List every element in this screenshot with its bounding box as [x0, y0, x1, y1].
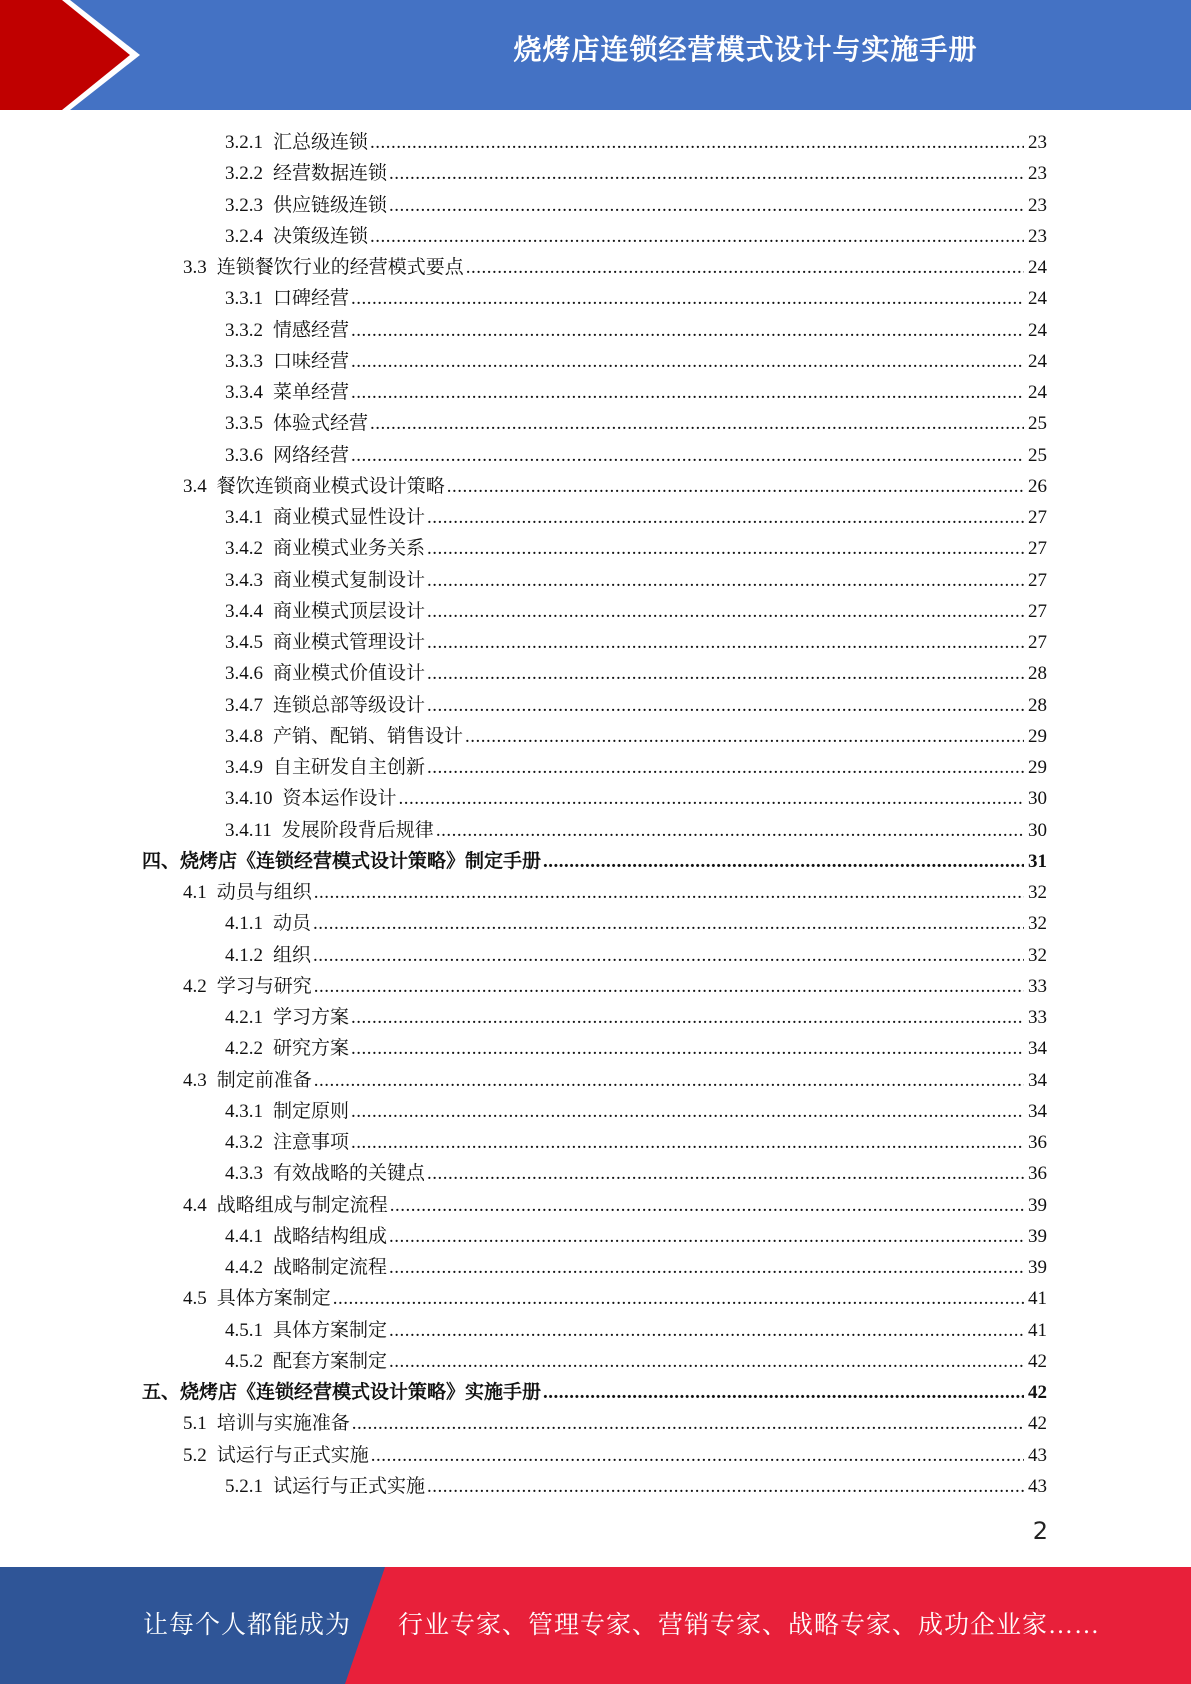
toc-dot-leader [389, 158, 1024, 189]
toc-entry-number: 3.4.4 [225, 600, 263, 622]
toc-entry-page: 33 [1028, 975, 1047, 997]
toc-entry-title: 供应链级连锁 [273, 194, 388, 216]
toc-entry-title: 试运行与正式实施 [216, 1444, 369, 1466]
toc-entry-title: 商业模式价值设计 [273, 663, 426, 685]
toc-entry-number: 3.4.11 [225, 819, 272, 841]
toc-entry-page: 27 [1028, 632, 1047, 653]
toc-entry-page: 23 [1028, 225, 1047, 247]
toc-entry-title: 四、烧烤店《连锁经营模式设计策略》制定手册 [142, 850, 542, 872]
toc-entry-page: 39 [1028, 1194, 1047, 1216]
toc-entry-page: 36 [1028, 1163, 1047, 1185]
toc-entry-number: 3.4.1 [225, 507, 263, 528]
toc-entry-title: 产销、配销、销售设计 [273, 725, 464, 747]
toc-dot-leader [351, 1096, 1024, 1127]
toc-entry-number: 3.3.3 [225, 350, 263, 372]
toc-entry-number: 4.1.1 [225, 913, 263, 935]
toc-entry[interactable] [142, 846, 1047, 877]
toc-entry-title: 商业模式显性设计 [273, 507, 426, 528]
toc-entry-title: 体验式经营 [273, 413, 369, 435]
toc-entry-title: 商业模式顶层设计 [273, 600, 426, 622]
toc-entry-number: 3.2.3 [225, 194, 263, 216]
toc-entry-title: 具体方案制定 [273, 1319, 388, 1341]
toc-entry-number: 3.3.6 [225, 444, 263, 466]
toc-entry-page: 24 [1028, 350, 1047, 372]
toc-entry-number: 3.3.1 [225, 288, 263, 310]
toc-entry-number: 4.2 [183, 975, 207, 997]
toc-dot-leader [399, 783, 1024, 814]
toc-entry-page: 23 [1028, 194, 1047, 216]
toc-entry-number: 4.3 [183, 1069, 207, 1091]
toc-entry-number: 4.2.2 [225, 1038, 263, 1060]
toc-entry-number: 4.1.2 [225, 944, 263, 966]
toc-dot-leader [351, 283, 1024, 314]
toc-entry-page: 23 [1028, 132, 1047, 153]
toc-dot-leader [427, 1158, 1024, 1189]
toc-entry-number: 3.3.5 [225, 413, 263, 435]
toc-entry-title: 连锁餐饮行业的经营模式要点 [216, 257, 464, 278]
toc-entry[interactable] [183, 1190, 1047, 1221]
toc-entry[interactable] [225, 1471, 1047, 1502]
toc-dot-leader [314, 1065, 1024, 1096]
toc-entry-title: 试运行与正式实施 [273, 1475, 426, 1497]
toc-entry-title: 动员 [273, 913, 312, 935]
toc-entry[interactable] [225, 346, 1047, 377]
toc-entry-title: 资本运作设计 [282, 788, 397, 810]
toc-entry[interactable] [225, 1252, 1047, 1283]
toc-entry-page: 32 [1028, 882, 1047, 903]
toc-dot-leader [351, 1002, 1024, 1033]
toc-entry[interactable] [225, 1096, 1047, 1127]
footer-slogan-left: 让每个人都能成为 [143, 1612, 352, 1639]
toc-dot-leader [427, 658, 1024, 689]
toc-dot-leader [351, 1033, 1024, 1064]
toc-entry-title: 决策级连锁 [273, 225, 369, 247]
toc-entry-page: 31 [1028, 850, 1047, 872]
toc-entry-number: 4.5.1 [225, 1319, 263, 1341]
toc-dot-leader [351, 1127, 1024, 1158]
toc-entry[interactable] [225, 940, 1047, 971]
toc-dot-leader [389, 190, 1024, 221]
toc-entry-number: 4.2.1 [225, 1007, 263, 1028]
toc-entry-page: 27 [1028, 538, 1047, 560]
toc-entry-number: 3.4.2 [225, 538, 263, 560]
toc-dot-leader [333, 1283, 1024, 1314]
toc-entry[interactable] [225, 1158, 1047, 1189]
toc-dot-leader [351, 315, 1024, 346]
toc-entry-title: 商业模式复制设计 [273, 569, 426, 591]
toc-entry-title: 汇总级连锁 [273, 132, 369, 153]
toc-entry-number: 5.1 [183, 1413, 207, 1435]
toc-entry-title: 连锁总部等级设计 [273, 694, 426, 716]
toc-entry-title: 配套方案制定 [273, 1350, 388, 1372]
toc-entry-page: 26 [1028, 475, 1047, 497]
toc-entry[interactable] [183, 1440, 1047, 1471]
toc-dot-leader [465, 721, 1024, 752]
toc-entry[interactable] [183, 971, 1047, 1002]
toc-entry-page: 27 [1028, 507, 1047, 528]
toc-entry-page: 39 [1028, 1257, 1047, 1278]
toc-entry[interactable] [225, 690, 1047, 721]
toc-entry-page: 39 [1028, 1225, 1047, 1247]
toc-entry-page: 34 [1028, 1069, 1047, 1091]
toc-entry[interactable] [225, 533, 1047, 564]
toc-entry[interactable] [225, 1002, 1047, 1033]
toc-dot-leader [427, 596, 1024, 627]
toc-entry[interactable] [183, 252, 1047, 283]
toc-entry-number: 3.4.8 [225, 725, 263, 747]
toc-entry[interactable] [183, 471, 1047, 502]
toc-entry-page: 36 [1028, 1132, 1047, 1153]
page-footer [0, 1567, 1191, 1684]
toc-entry-page: 41 [1028, 1319, 1047, 1341]
toc-entry[interactable] [225, 565, 1047, 596]
toc-entry-number: 4.4.2 [225, 1257, 263, 1278]
toc-entry[interactable] [225, 1346, 1047, 1377]
toc-dot-leader [352, 1408, 1024, 1439]
toc-entry-page: 24 [1028, 382, 1047, 403]
toc-entry-page: 42 [1028, 1413, 1047, 1435]
toc-entry[interactable] [225, 658, 1047, 689]
toc-entry[interactable] [142, 1377, 1047, 1408]
toc-entry-title: 口碑经营 [273, 288, 350, 310]
toc-entry-number: 4.4 [183, 1194, 207, 1216]
toc-dot-leader [466, 252, 1024, 283]
toc-entry-number: 4.3.2 [225, 1132, 263, 1153]
toc-entry-title: 战略结构组成 [273, 1225, 388, 1247]
toc-entry[interactable] [225, 221, 1047, 252]
toc-dot-leader [427, 1471, 1024, 1502]
page-number: 2 [1032, 1517, 1048, 1545]
toc-entry[interactable] [183, 1283, 1047, 1314]
toc-entry-title: 学习方案 [273, 1007, 350, 1028]
toc-entry[interactable] [225, 721, 1047, 752]
toc-entry[interactable] [225, 783, 1047, 814]
toc-entry-number: 3.4.5 [225, 632, 263, 653]
toc-dot-leader [427, 533, 1024, 564]
toc-entry-title: 商业模式管理设计 [273, 632, 426, 653]
toc-entry-page: 32 [1028, 944, 1047, 966]
toc-entry-title: 学习与研究 [216, 975, 312, 997]
toc-entry[interactable] [183, 1065, 1047, 1096]
toc-entry-page: 28 [1028, 663, 1047, 685]
toc-entry[interactable] [225, 158, 1047, 189]
toc-dot-leader [427, 502, 1024, 533]
toc-entry-title: 注意事项 [273, 1132, 350, 1153]
toc-entry-title: 培训与实施准备 [216, 1413, 350, 1435]
toc-entry-number: 3.2.4 [225, 225, 263, 247]
toc-entry-number: 3.3.4 [225, 382, 263, 403]
toc-entry[interactable] [225, 596, 1047, 627]
toc-dot-leader [371, 1440, 1024, 1471]
toc-entry-title: 制定原则 [273, 1100, 350, 1122]
footer-slogan-right: 行业专家、管理专家、营销专家、战略专家、成功企业家…… [398, 1612, 1101, 1639]
toc-entry-number: 3.4 [183, 475, 207, 497]
toc-entry-number: 5.2.1 [225, 1475, 263, 1497]
toc-entry-number: 3.2.1 [225, 132, 263, 153]
toc-entry-title: 研究方案 [273, 1038, 350, 1060]
toc-entry-number: 4.1 [183, 882, 207, 903]
toc-dot-leader [351, 377, 1024, 408]
toc-entry-number: 3.4.3 [225, 569, 263, 591]
toc-entry[interactable] [225, 627, 1047, 658]
toc-dot-leader [427, 565, 1024, 596]
toc-dot-leader [543, 846, 1024, 877]
toc-entry-number: 3.4.6 [225, 663, 263, 685]
toc-entry-title: 发展阶段背后规律 [281, 819, 434, 841]
toc-entry-page: 24 [1028, 257, 1047, 278]
toc-entry-page: 34 [1028, 1100, 1047, 1122]
header-title: 烧烤店连锁经营模式设计与实施手册 [513, 33, 978, 66]
toc-dot-leader [389, 1221, 1024, 1252]
toc-entry-page: 42 [1028, 1350, 1047, 1372]
toc-dot-leader [351, 440, 1024, 471]
toc-dot-leader [313, 908, 1024, 939]
toc-entry-page: 25 [1028, 413, 1047, 435]
toc-entry[interactable] [225, 752, 1047, 783]
toc-entry-title: 动员与组织 [216, 882, 312, 903]
toc-dot-leader [390, 1190, 1024, 1221]
toc-dot-leader [436, 815, 1024, 846]
toc-entry[interactable] [225, 127, 1047, 158]
toc-dot-leader [370, 127, 1024, 158]
toc-entry-number: 4.5 [183, 1288, 207, 1310]
toc-entry-page: 41 [1028, 1288, 1047, 1310]
toc-entry-page: 29 [1028, 757, 1047, 778]
toc-entry-number: 5.2 [183, 1444, 207, 1466]
toc-entry-number: 4.5.2 [225, 1350, 263, 1372]
toc-entry-page: 42 [1028, 1382, 1047, 1403]
toc-entry-title: 五、烧烤店《连锁经营模式设计策略》实施手册 [142, 1382, 542, 1403]
toc-entry[interactable] [225, 377, 1047, 408]
toc-entry-number: 3.4.7 [225, 694, 263, 716]
toc-dot-leader [427, 690, 1024, 721]
toc-entry-page: 30 [1028, 819, 1047, 841]
toc-entry[interactable] [225, 1315, 1047, 1346]
toc-entry-page: 34 [1028, 1038, 1047, 1060]
toc-entry[interactable] [225, 440, 1047, 471]
toc-entry-title: 战略制定流程 [273, 1257, 388, 1278]
toc-dot-leader [543, 1377, 1024, 1408]
toc-entry[interactable] [225, 815, 1047, 846]
toc-entry-page: 32 [1028, 913, 1047, 935]
toc-entry[interactable] [225, 1033, 1047, 1064]
toc-entry-number: 3.3 [183, 257, 207, 278]
toc-entry-page: 29 [1028, 725, 1047, 747]
toc-entry[interactable] [225, 283, 1047, 314]
toc-dot-leader [370, 408, 1024, 439]
toc-entry-number: 3.4.9 [225, 757, 263, 778]
toc-entry-number: 3.2.2 [225, 163, 263, 185]
toc-entry-title: 制定前准备 [216, 1069, 312, 1091]
toc-dot-leader [351, 346, 1024, 377]
toc-entry-title: 具体方案制定 [216, 1288, 331, 1310]
toc-dot-leader [389, 1346, 1024, 1377]
toc-entry-number: 4.3.3 [225, 1163, 263, 1185]
toc-entry-page: 25 [1028, 444, 1047, 466]
toc-entry-number: 3.4.10 [225, 788, 273, 810]
toc-entry-page: 30 [1028, 788, 1047, 810]
toc-entry[interactable] [183, 877, 1047, 908]
toc-dot-leader [447, 471, 1024, 502]
toc-entry-page: 27 [1028, 600, 1047, 622]
toc-entry-number: 4.3.1 [225, 1100, 263, 1122]
toc-entry-title: 有效战略的关键点 [273, 1163, 426, 1185]
toc-entry-title: 餐饮连锁商业模式设计策略 [216, 475, 445, 497]
toc-dot-leader [389, 1252, 1024, 1283]
toc-dot-leader [427, 752, 1024, 783]
toc-entry-title: 口味经营 [273, 350, 350, 372]
toc-entry-page: 24 [1028, 319, 1047, 341]
toc-entry-page: 24 [1028, 288, 1047, 310]
toc-entry-title: 战略组成与制定流程 [216, 1194, 388, 1216]
toc-entry-page: 33 [1028, 1007, 1047, 1028]
toc-entry[interactable] [225, 1221, 1047, 1252]
toc-entry-number: 3.3.2 [225, 319, 263, 341]
toc-entry-title: 菜单经营 [273, 382, 350, 403]
toc-entry[interactable] [183, 1408, 1047, 1439]
toc-entry[interactable] [225, 408, 1047, 439]
toc-entry-number: 4.4.1 [225, 1225, 263, 1247]
toc-entry-page: 28 [1028, 694, 1047, 716]
toc-entry-title: 情感经营 [273, 319, 350, 341]
toc-dot-leader [314, 877, 1024, 908]
toc-entry[interactable] [225, 315, 1047, 346]
toc-entry-title: 网络经营 [273, 444, 350, 466]
toc-entry[interactable] [225, 190, 1047, 221]
toc-entry-title: 组织 [273, 944, 312, 966]
toc-entry-title: 经营数据连锁 [273, 163, 388, 185]
toc-entry-title: 商业模式业务关系 [273, 538, 426, 560]
toc-entry[interactable] [225, 908, 1047, 939]
toc-dot-leader [313, 940, 1024, 971]
page-header [0, 0, 1191, 110]
toc-dot-leader [370, 221, 1024, 252]
toc-entry[interactable] [225, 502, 1047, 533]
toc-dot-leader [389, 1315, 1024, 1346]
toc-entry-page: 43 [1028, 1444, 1047, 1466]
toc-entry-page: 27 [1028, 569, 1047, 591]
toc-entry-page: 23 [1028, 163, 1047, 185]
toc-entry-page: 43 [1028, 1475, 1047, 1497]
toc-entry[interactable] [225, 1127, 1047, 1158]
toc-dot-leader [427, 627, 1024, 658]
toc-entry-title: 自主研发自主创新 [273, 757, 426, 778]
toc-dot-leader [314, 971, 1024, 1002]
